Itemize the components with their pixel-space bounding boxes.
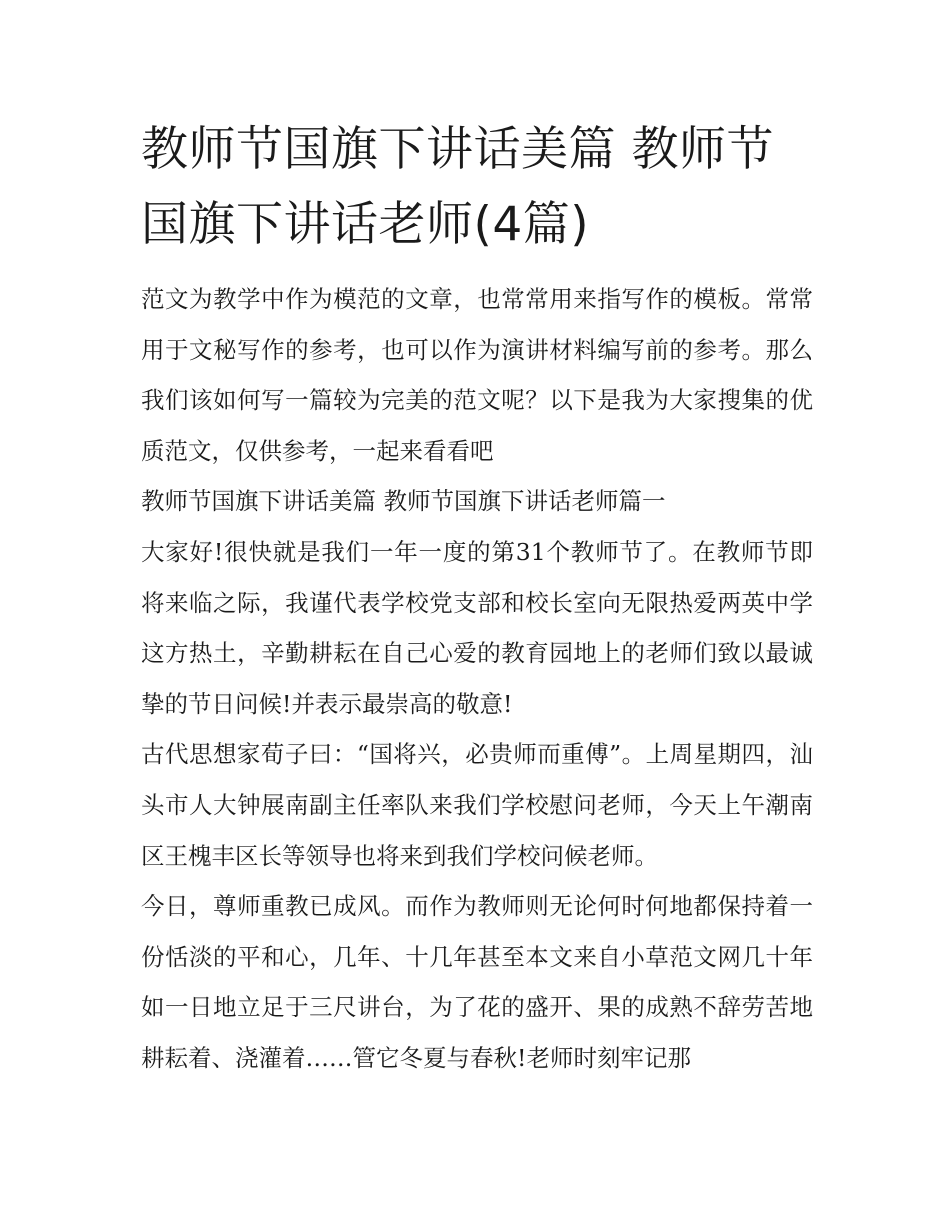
body-paragraph: 今日，尊师重教已成风。而作为教师则无论何时何地都保持着一份恬淡的平和心，几年、十几年甚至本文来自小草范文网几十年如一日地立足于三尺讲台，为了花的盛开、果的成熟不辞劳苦地耕耘着、浇灌着……管它冬夏与春秋!老师时刻牢记那 — [141, 892, 813, 1072]
intro-paragraph: 范文为教学中作为模范的文章，也常常用来指写作的模板。常常用于文秘写作的参考，也可以作为演讲材料编写前的参考。那么我们该如何写一篇较为完美的范文呢？以下是我为大家搜集的优质范文，仅供参考，一起来看看吧 — [141, 285, 813, 465]
body-paragraph: 大家好!很快就是我们一年一度的第31个教师节了。在教师节即将来临之际，我谨代表学校党支部和校长室向无限热爱两英中学这方热土，辛勤耕耘在自己心爱的教育园地上的老师们致以最诚挚的节日问候!并表示最崇高的敬意! — [141, 537, 813, 718]
body-paragraph: 古代思想家荀子曰：“国将兴，必贵师而重傅”。上周星期四，汕头市人大钟展南副主任率队来我们学校慰问老师，今天上午潮南区王槐丰区长等领导也将来到我们学校问候老师。 — [141, 740, 813, 870]
document-title: 教师节国旗下讲话美篇 教师节国旗下讲话老师(4篇) — [141, 122, 774, 252]
document-page — [141, 112, 813, 1084]
section-heading: 教师节国旗下讲话美篇 教师节国旗下讲话老师篇一 — [141, 487, 666, 516]
document-body — [141, 274, 813, 1084]
